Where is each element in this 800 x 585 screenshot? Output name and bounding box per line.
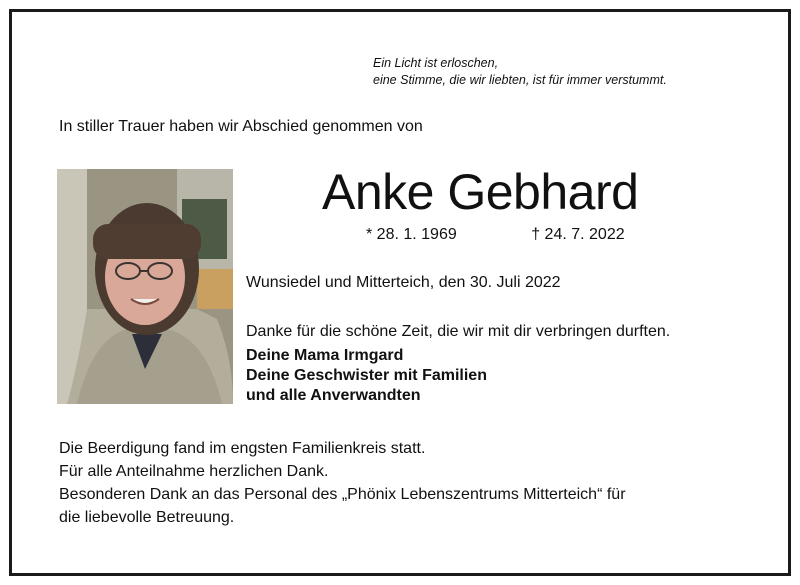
note-line: Für alle Anteilnahme herzlichen Dank. <box>59 463 329 480</box>
birth-date: * 28. 1. 1969 <box>366 226 457 243</box>
portrait-illustration <box>57 169 233 404</box>
closing-notes <box>59 437 749 529</box>
signer-line: Deine Geschwister mit Familien <box>246 367 487 384</box>
note-line: Die Beerdigung fand im engsten Familienkreis statt. <box>59 440 426 457</box>
life-dates <box>366 226 625 244</box>
quote-line: Ein Licht ist erloschen, <box>373 56 499 70</box>
note-line: die liebevolle Betreuung. <box>59 509 235 526</box>
signer-line: und alle Anverwandten <box>246 387 421 404</box>
portrait-photo <box>57 169 233 404</box>
note-line: Besonderen Dank an das Personal des „Phönix Lebenszentrums Mitterteich“ für <box>59 486 626 503</box>
quote-line: eine Stimme, die wir liebten, ist für immer verstummt. <box>373 73 667 87</box>
death-date: † 24. 7. 2022 <box>531 226 625 243</box>
memorial-quote <box>373 55 667 89</box>
intro-text: In stiller Trauer haben wir Abschied genommen von <box>59 118 423 135</box>
signer-line: Deine Mama Irmgard <box>246 347 404 364</box>
signers-block <box>246 346 487 406</box>
thanks-text: Danke für die schöne Zeit, die wir mit dir verbringen durften. <box>246 323 671 340</box>
place-date: Wunsiedel und Mitterteich, den 30. Juli 2022 <box>246 274 561 291</box>
deceased-name: Anke Gebhard <box>322 164 639 220</box>
